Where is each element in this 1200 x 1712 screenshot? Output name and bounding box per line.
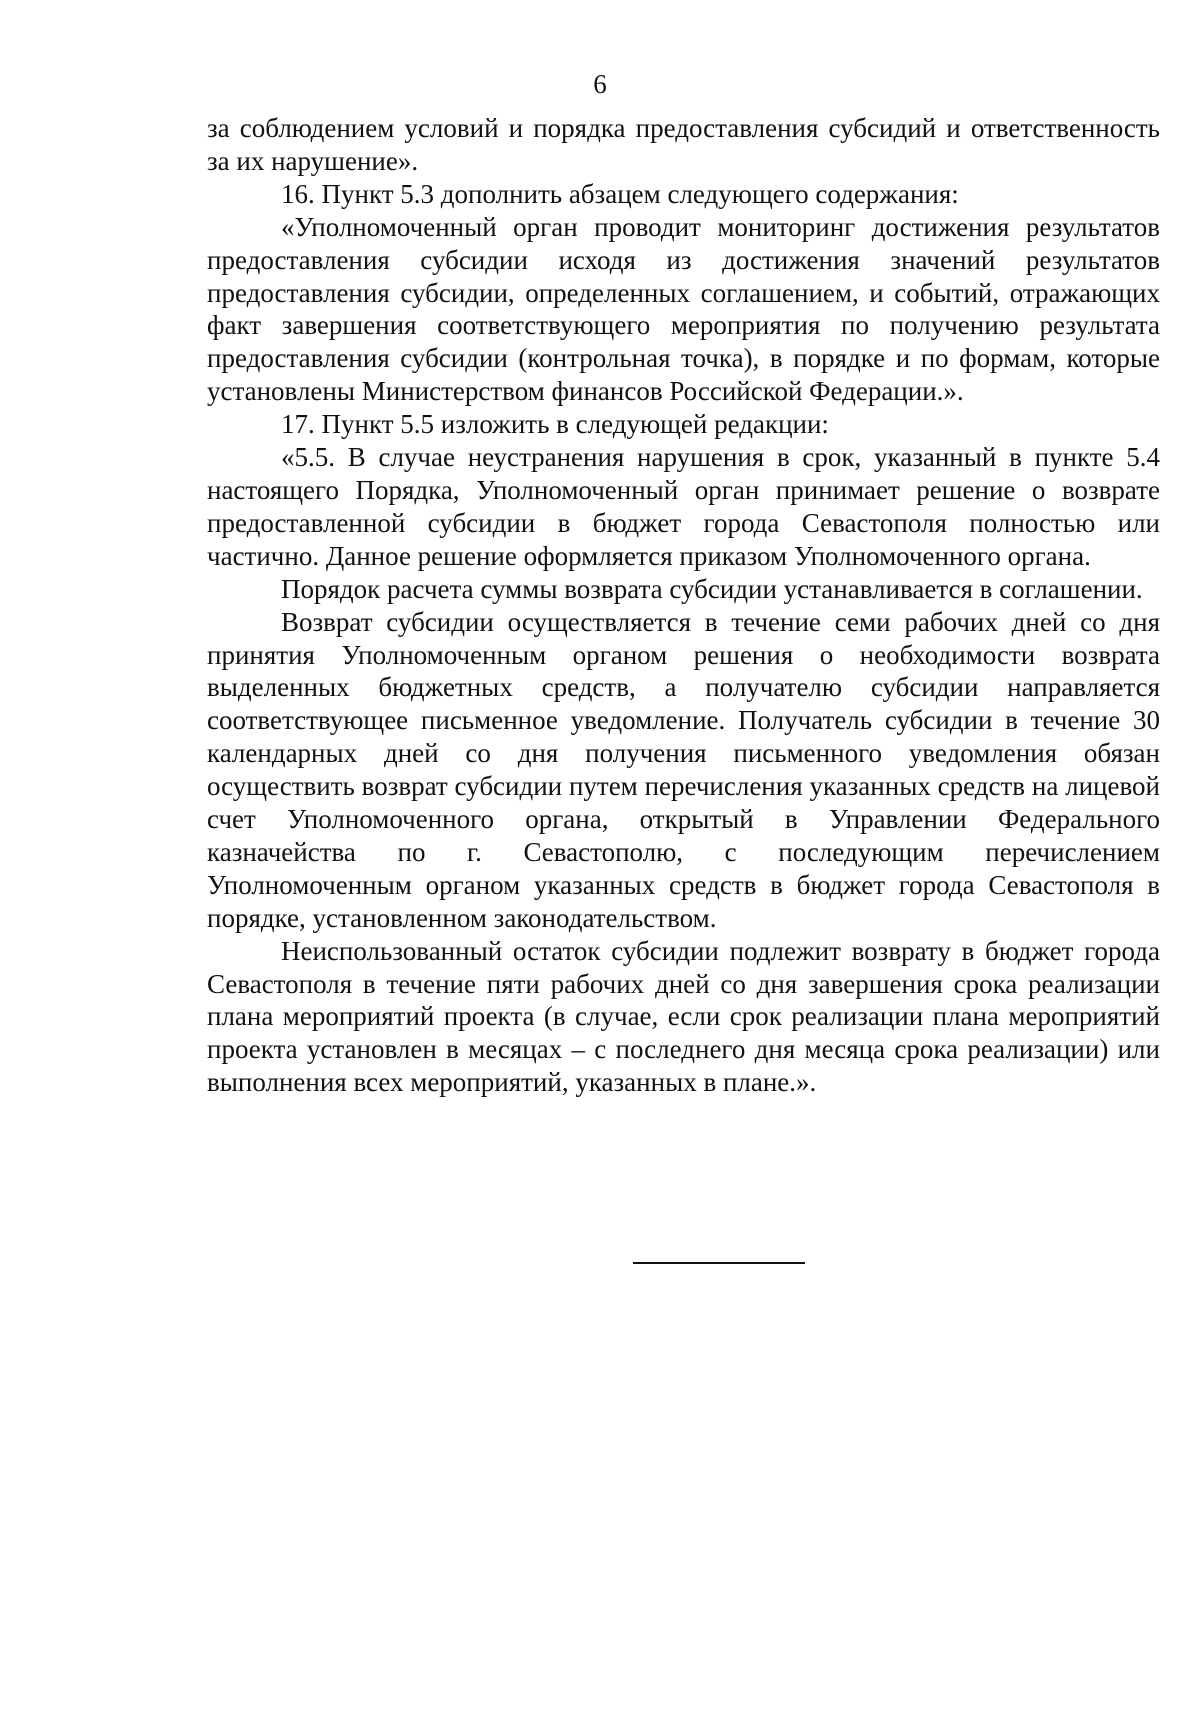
- paragraph-continuation: за соблюдением условий и порядка предоставления субсидий и ответственность за их нарушение».: [207, 113, 1160, 176]
- paragraph-refund-procedure: Возврат субсидии осуществляется в течение семи рабочих дней со дня принятия Уполномоченным органом решения о необходимости возврата выделенных бюджетных средств, а получателю субсидии направляется соответствующее письменное уведомление. Получатель субсидии в течение 30 календарных дней со дня получения письменного уведомления обязан осуществить возврат субсидии путем перечисления указанных средств на лицевой счет Уполномоченного органа, открытый в Управлении Федерального казначейства по г. Севастополю, с последующим перечислением Уполномоченным органом указанных средств в бюджет города Севастополя в порядке, установленном законодательством.: [207, 606, 1160, 933]
- paragraph-item-17: 17. Пункт 5.5 изложить в следующей редакции:: [281, 409, 829, 440]
- paragraph-refund-calculation: Порядок расчета суммы возврата субсидии устанавливается в соглашении.: [281, 573, 1143, 604]
- paragraph-clause-5-5: «5.5. В случае неустранения нарушения в срок, указанный в пункте 5.4 настоящего Порядка, Уполномоченный орган принимает решение о возврате предоставленной субсидии в бюджет города Севастополя полностью или частично. Данное решение оформляется приказом Уполномоченного органа.: [207, 442, 1160, 571]
- page-number: 6: [593, 69, 607, 99]
- paragraph-item-16: 16. Пункт 5.3 дополнить абзацем следующего содержания:: [281, 178, 959, 209]
- paragraph-monitoring-clause: «Уполномоченный орган проводит мониторинг достижения результатов предоставления субсидии исходя из достижения значений результатов предоставления субсидии, определенных соглашением, и событий, отражающих факт завершения соответствующего мероприятия по получению результата предоставления субсидии (контрольная точка), в порядке и по формам, которые установлены Министерством финансов Российской Федерации.».: [207, 211, 1160, 407]
- end-of-document-rule: [633, 1262, 805, 1264]
- document-body: [207, 112, 1160, 1099]
- paragraph-unused-balance: Неиспользованный остаток субсидии подлежит возврату в бюджет города Севастополя в течение пяти рабочих дней со дня завершения срока реализации плана мероприятий проекта (в случае, если срок реализации плана мероприятий проекта установлен в месяцах – с последнего дня месяца срока реализации) или выполнения всех мероприятий, указанных в плане.».: [207, 935, 1160, 1098]
